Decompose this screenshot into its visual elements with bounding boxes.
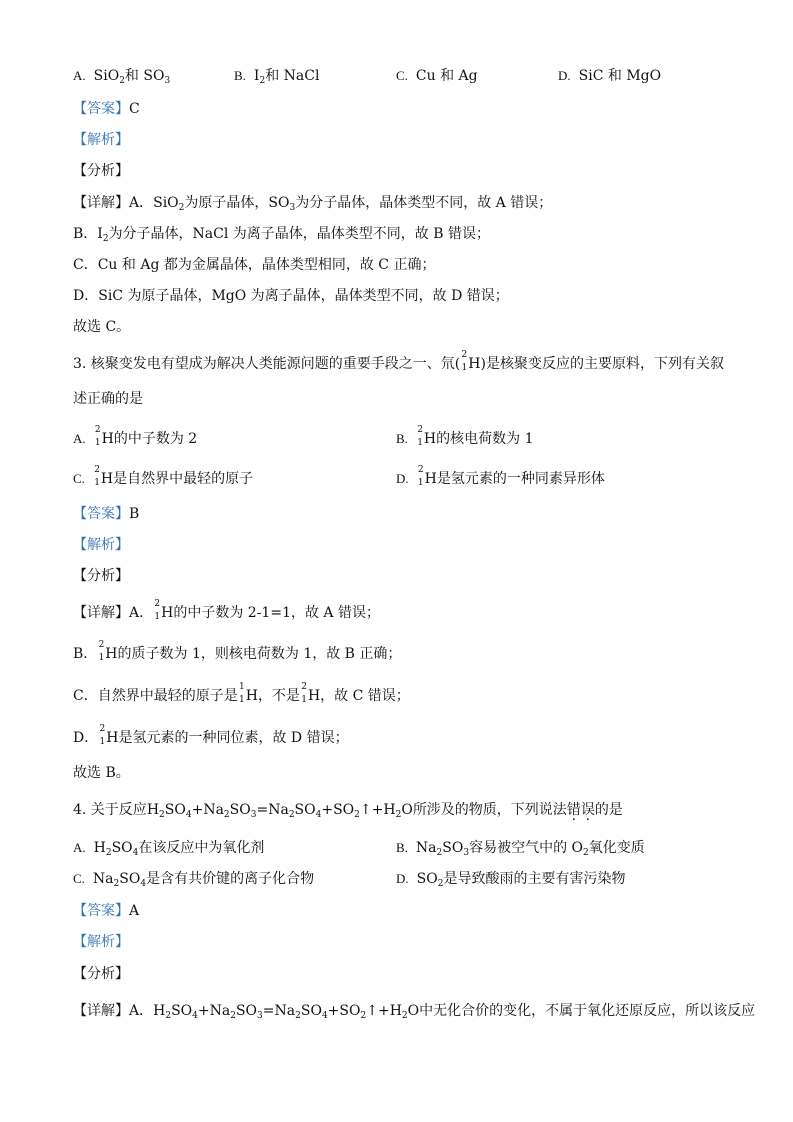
q2-option-b: B. $I_2$和 NaCl — [234, 68, 320, 86]
q3-stem-line2: 述正确的是 — [73, 391, 143, 407]
q2-fenxi-heading: 【分析】 — [73, 163, 129, 179]
q3-option-c: C. 2 1 H是自然界中最轻的原子 — [73, 465, 254, 488]
q4-jiexi-heading: 【解析】 — [73, 934, 129, 950]
q3-conclusion: 故选 B。 — [73, 765, 130, 781]
q2-detail-b: B．$I_2$为分子晶体，NaCl 为离子晶体，晶体类型不同，故 B 错误； — [73, 226, 490, 244]
q3-answer: 【答案】B — [73, 506, 140, 522]
q2-detail-d: D．SiC 为原子晶体，MgO 为离子晶体，晶体类型不同，故 D 错误； — [73, 288, 509, 304]
q3-detail-a: 【详解】A． 2 1 H的中子数为 2-1=1，故 A 错误； — [73, 599, 380, 622]
q4-option-a: A. $H_2SO_4$在该反应中为氧化剂 — [73, 840, 265, 858]
q4-fenxi-heading: 【分析】 — [73, 966, 129, 982]
q2-detail-a: 【详解】A．SiO$_2$为原子晶体，$SO_3$为分子晶体，晶体类型不同，故 A 错误； — [73, 195, 553, 213]
q2-option-a: A. SiO$_2$和 $SO_3$ — [73, 68, 171, 86]
q3-detail-c: C．自然界中最轻的原子是 1 1 H，不是 2 1 H，故 C 错误； — [73, 682, 410, 705]
nuclide-h2: 2 1 — [461, 350, 468, 373]
q3-option-b: B. 2 1 H的核电荷数为 1 — [396, 425, 534, 448]
q2-answer: 【答案】C — [73, 101, 140, 117]
q3-detail-d: D． 2 1 H是氢元素的一种同位素，故 D 错误； — [73, 724, 349, 747]
q2-option-c: C. Cu 和 Ag — [396, 68, 478, 84]
q3-detail-b: B． 2 1 H的质子数为 1，则核电荷数为 1，故 B 正确； — [73, 640, 402, 663]
q4-option-c: C. $Na_2SO_4$是含有共价键的离子化合物 — [73, 871, 315, 889]
q2-conclusion: 故选 C。 — [73, 319, 131, 335]
q3-option-a: A. 2 1 H的中子数为 2 — [73, 425, 198, 448]
q3-option-d: D. 2 1 H是氢元素的一种同素异形体 — [396, 465, 605, 488]
q2-option-d: D. SiC 和 MgO — [558, 68, 662, 84]
q3-jiexi-heading: 【解析】 — [73, 537, 129, 553]
q3-fenxi-heading: 【分析】 — [73, 568, 129, 584]
q4-option-d: D. $SO_2$是导致酸雨的主要有害污染物 — [396, 871, 626, 889]
q2-detail-c: C．Cu 和 Ag 都为金属晶体，晶体类型相同，故 C 正确； — [73, 257, 436, 273]
reaction-equation: $H_2SO_4+Na_2SO_3=Na_2SO_4+SO_2↑+H_2O$ — [146, 802, 413, 820]
q4-option-b: B. $Na_2SO_3$容易被空气中的 $O_2$氧化变质 — [396, 840, 645, 858]
q4-detail-a: 【详解】A．$H_2SO_4+Na_2SO_3=Na_2SO_4+SO_2↑+H_2O$中无化合价的变化，不属于氧化还原反应，所以该反应 — [73, 1003, 756, 1021]
q2-jiexi-heading: 【解析】 — [73, 132, 129, 148]
q3-stem-line1: 3. 核聚变发电有望成为解决人类能源问题的重要手段之一、氘( 2 1 H)是核聚变反应的主要原料，下列有关叙 — [73, 350, 724, 373]
q4-stem: 4. 关于反应$H_2SO_4+Na_2SO_3=Na_2SO_4+SO_2↑+H_2O$所涉及的物质，下列说法错误的是 — [73, 802, 623, 820]
reaction-equation: $H_2SO_4+Na_2SO_3=Na_2SO_4+SO_2↑+H_2O$ — [153, 1003, 420, 1021]
q4-answer: 【答案】A — [73, 903, 140, 919]
